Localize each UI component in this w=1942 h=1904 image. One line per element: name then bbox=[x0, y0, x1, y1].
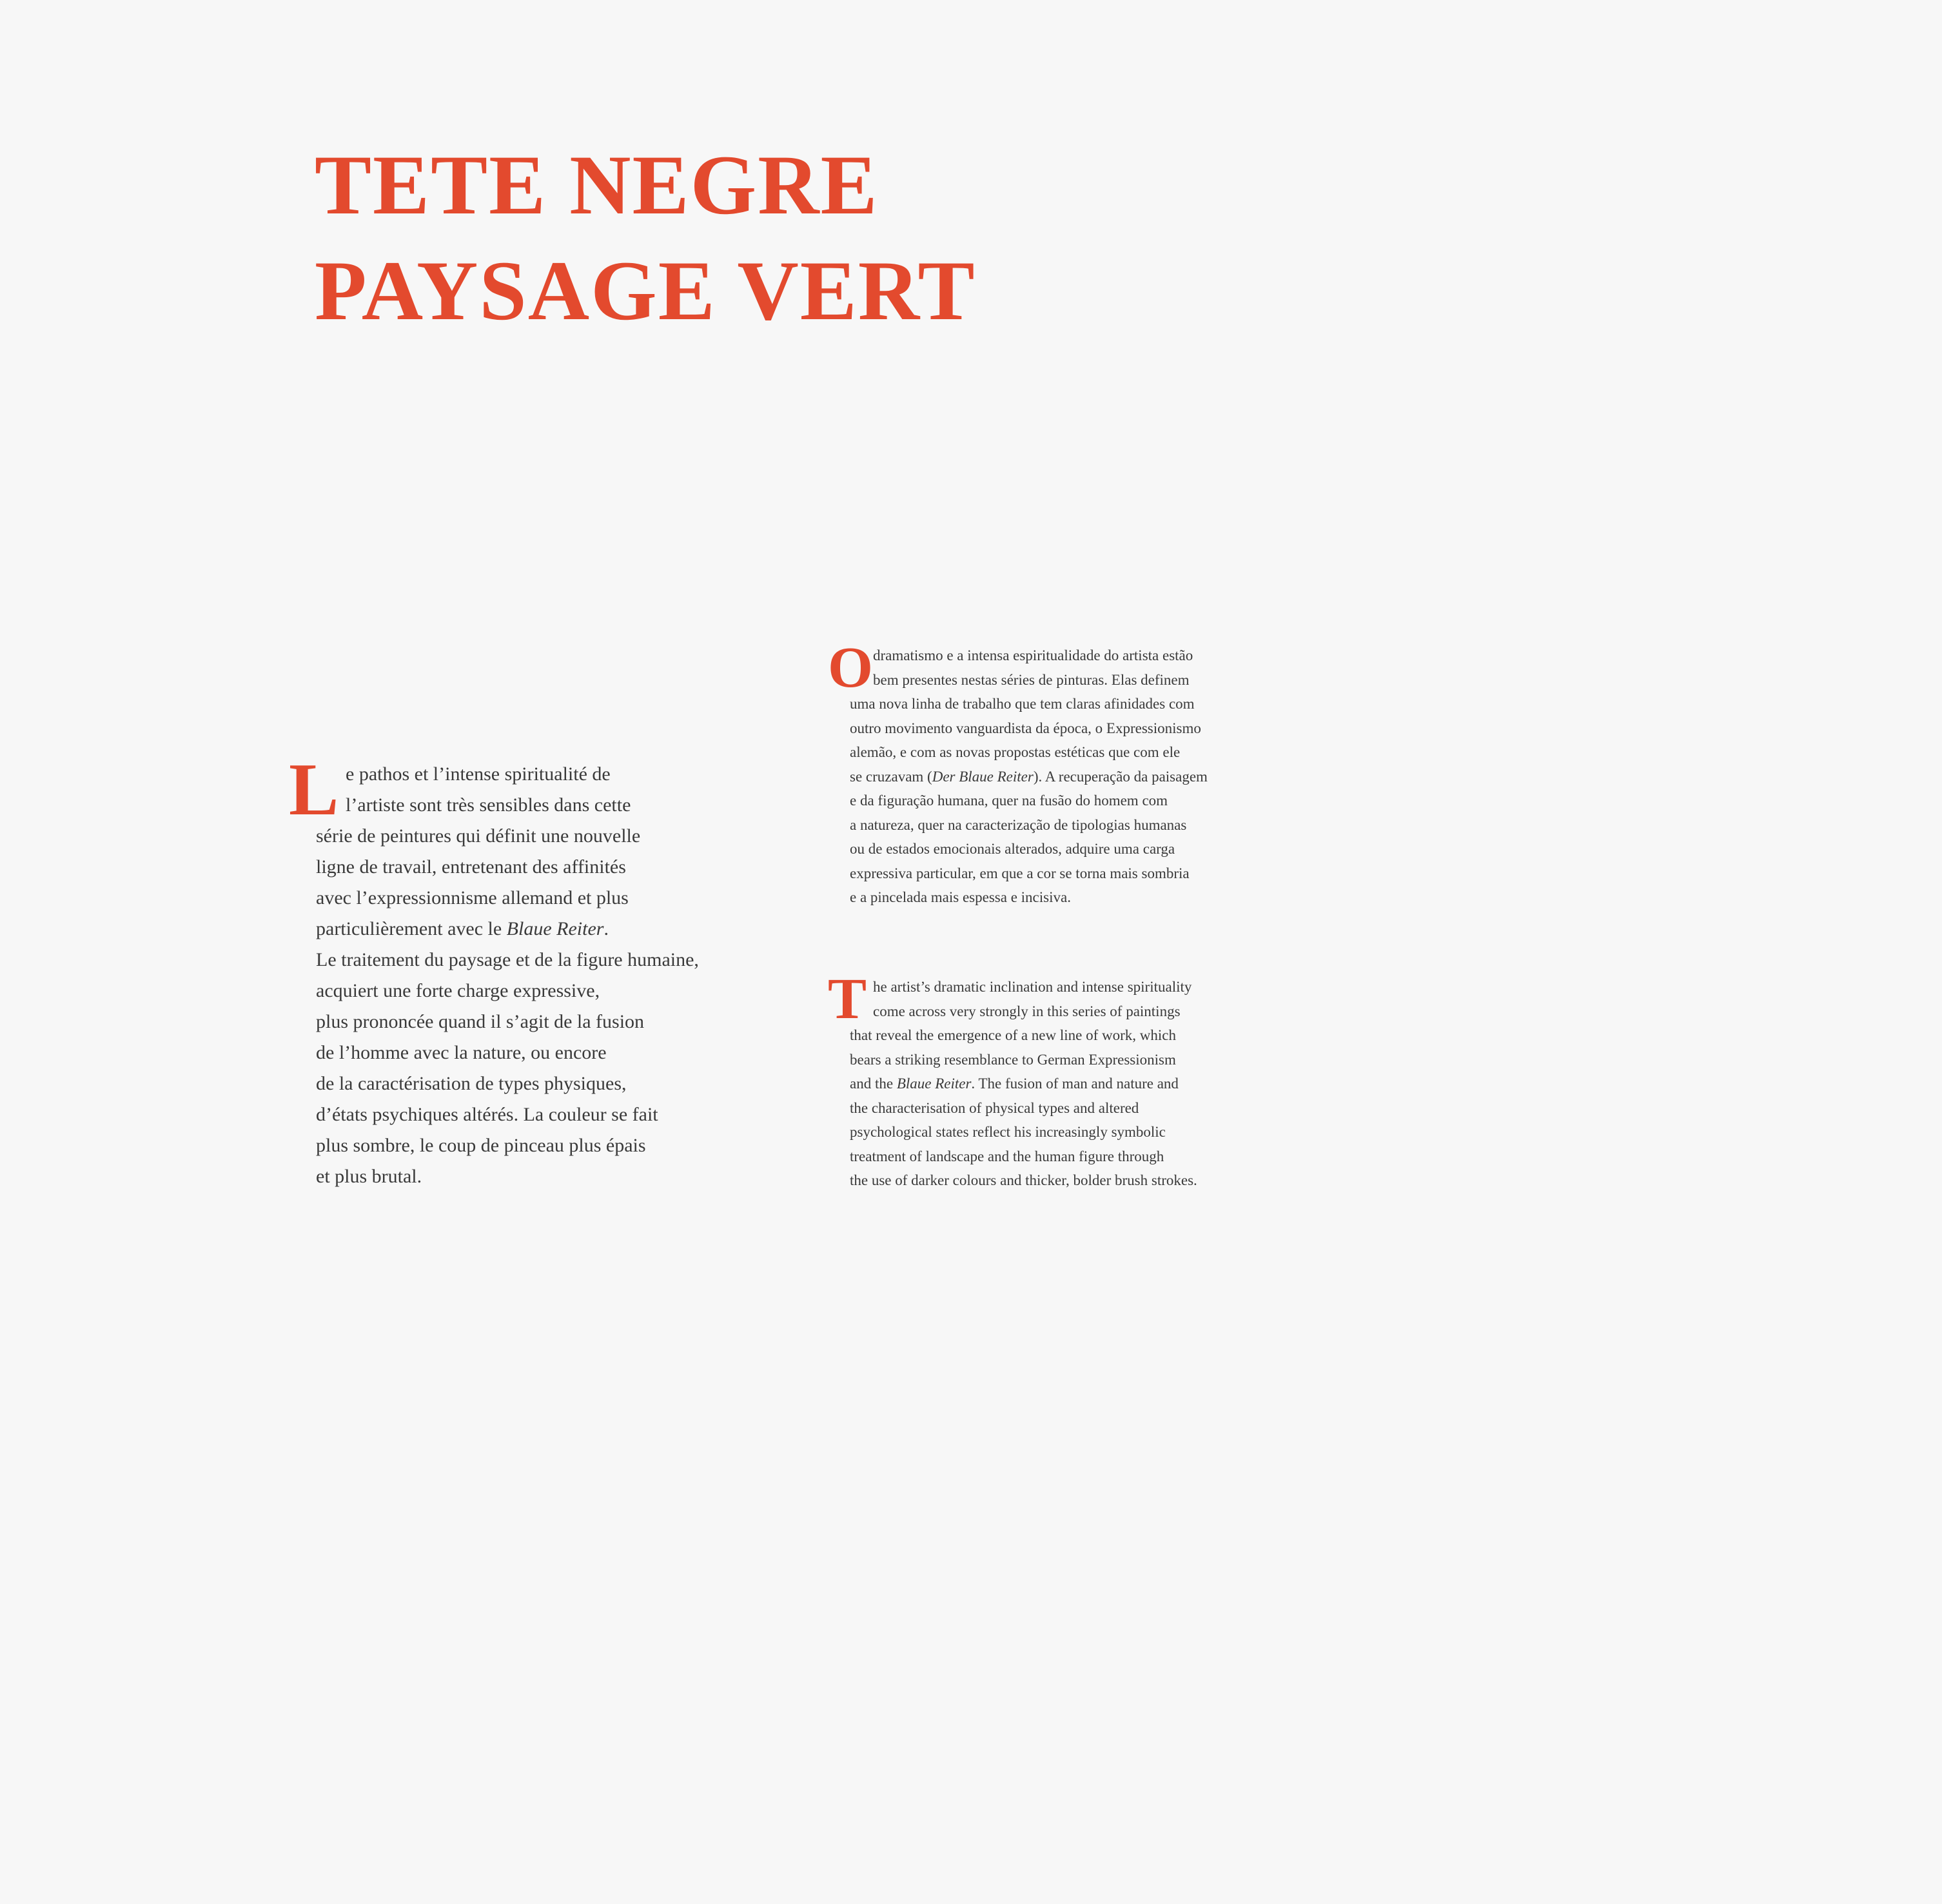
french-line: et plus brutal. bbox=[316, 1166, 422, 1187]
english-paragraph bbox=[828, 967, 1197, 1193]
french-line-text: . bbox=[603, 918, 609, 939]
english-line: treatment of landscape and the human figure through bbox=[850, 1148, 1164, 1164]
french-line: de l’homme avec la nature, ou encore bbox=[316, 1042, 607, 1063]
english-line-text: . The fusion of man and nature and bbox=[971, 1075, 1179, 1092]
french-line: de la caractérisation de types physiques, bbox=[316, 1073, 627, 1094]
english-dropcap: T bbox=[828, 967, 867, 1031]
english-line: he artist’s dramatic inclination and intense spirituality bbox=[873, 979, 1192, 995]
portuguese-line: bem presentes nestas séries de pinturas. Elas definem bbox=[873, 671, 1190, 688]
portuguese-italic-term: Der Blaue Reiter bbox=[932, 768, 1034, 785]
french-paragraph bbox=[289, 749, 699, 1192]
english-line bbox=[850, 1072, 1197, 1096]
english-line: come across very strongly in this series of paintings bbox=[873, 1003, 1181, 1019]
french-line bbox=[316, 914, 699, 945]
portuguese-line bbox=[850, 765, 1208, 789]
french-line: Le traitement du paysage et de la figure humaine, bbox=[316, 949, 699, 970]
portuguese-line: e da figuração humana, quer na fusão do homem com bbox=[850, 792, 1168, 809]
french-line: l’artiste sont très sensibles dans cette bbox=[346, 794, 631, 816]
portuguese-line: ou de estados emocionais alterados, adquire uma carga bbox=[850, 841, 1175, 857]
french-dropcap: L bbox=[289, 749, 339, 831]
portuguese-line: uma nova linha de trabalho que tem claras afinidades com bbox=[850, 696, 1195, 712]
french-line: e pathos et l’intense spiritualité de bbox=[346, 763, 611, 785]
english-line: the use of darker colours and thicker, bolder brush strokes. bbox=[850, 1172, 1197, 1188]
english-line: bears a striking resemblance to German Expressionism bbox=[850, 1051, 1176, 1068]
title-line-1: TETE NEGRE bbox=[315, 137, 879, 232]
portuguese-line: e a pincelada mais espessa e incisiva. bbox=[850, 889, 1071, 905]
portuguese-line: expressiva particular, em que a cor se torna mais sombria bbox=[850, 865, 1190, 881]
english-line: psychological states reflect his increasingly symbolic bbox=[850, 1124, 1166, 1140]
portuguese-line-text: ). A recuperação da paisagem bbox=[1033, 768, 1208, 785]
english-italic-term: Blaue Reiter bbox=[896, 1075, 972, 1092]
portuguese-line: outro movimento vanguardista da época, o Expressionismo bbox=[850, 720, 1201, 736]
portuguese-line: a natureza, quer na caracterização de tipologias humanas bbox=[850, 816, 1187, 833]
french-line: série de peintures qui définit une nouvelle bbox=[316, 825, 641, 847]
portuguese-dropcap: O bbox=[828, 636, 874, 700]
english-line: the characterisation of physical types and altered bbox=[850, 1099, 1139, 1116]
french-line-text: particulièrement avec le bbox=[316, 918, 507, 939]
page-title bbox=[315, 132, 976, 344]
english-line: that reveal the emergence of a new line of work, which bbox=[850, 1027, 1176, 1043]
title-line-2: PAYSAGE VERT bbox=[315, 243, 976, 338]
french-line: acquiert une forte charge expressive, bbox=[316, 980, 600, 1001]
french-line: ligne de travail, entretenant des affinités bbox=[316, 856, 626, 878]
portuguese-line-text: se cruzavam ( bbox=[850, 768, 932, 785]
french-line: avec l’expressionnisme allemand et plus bbox=[316, 887, 629, 908]
french-italic-term: Blaue Reiter bbox=[506, 918, 604, 939]
portuguese-line: dramatismo e a intensa espiritualidade do artista estão bbox=[873, 647, 1193, 663]
french-line: plus sombre, le coup de pinceau plus épais bbox=[316, 1135, 646, 1156]
portuguese-paragraph bbox=[828, 636, 1208, 910]
english-line-text: and the bbox=[850, 1075, 897, 1092]
french-line: d’états psychiques altérés. La couleur se fait bbox=[316, 1104, 658, 1125]
french-line: plus prononcée quand il s’agit de la fusion bbox=[316, 1011, 645, 1032]
portuguese-line: alemão, e com as novas propostas estéticas que com ele bbox=[850, 744, 1181, 760]
